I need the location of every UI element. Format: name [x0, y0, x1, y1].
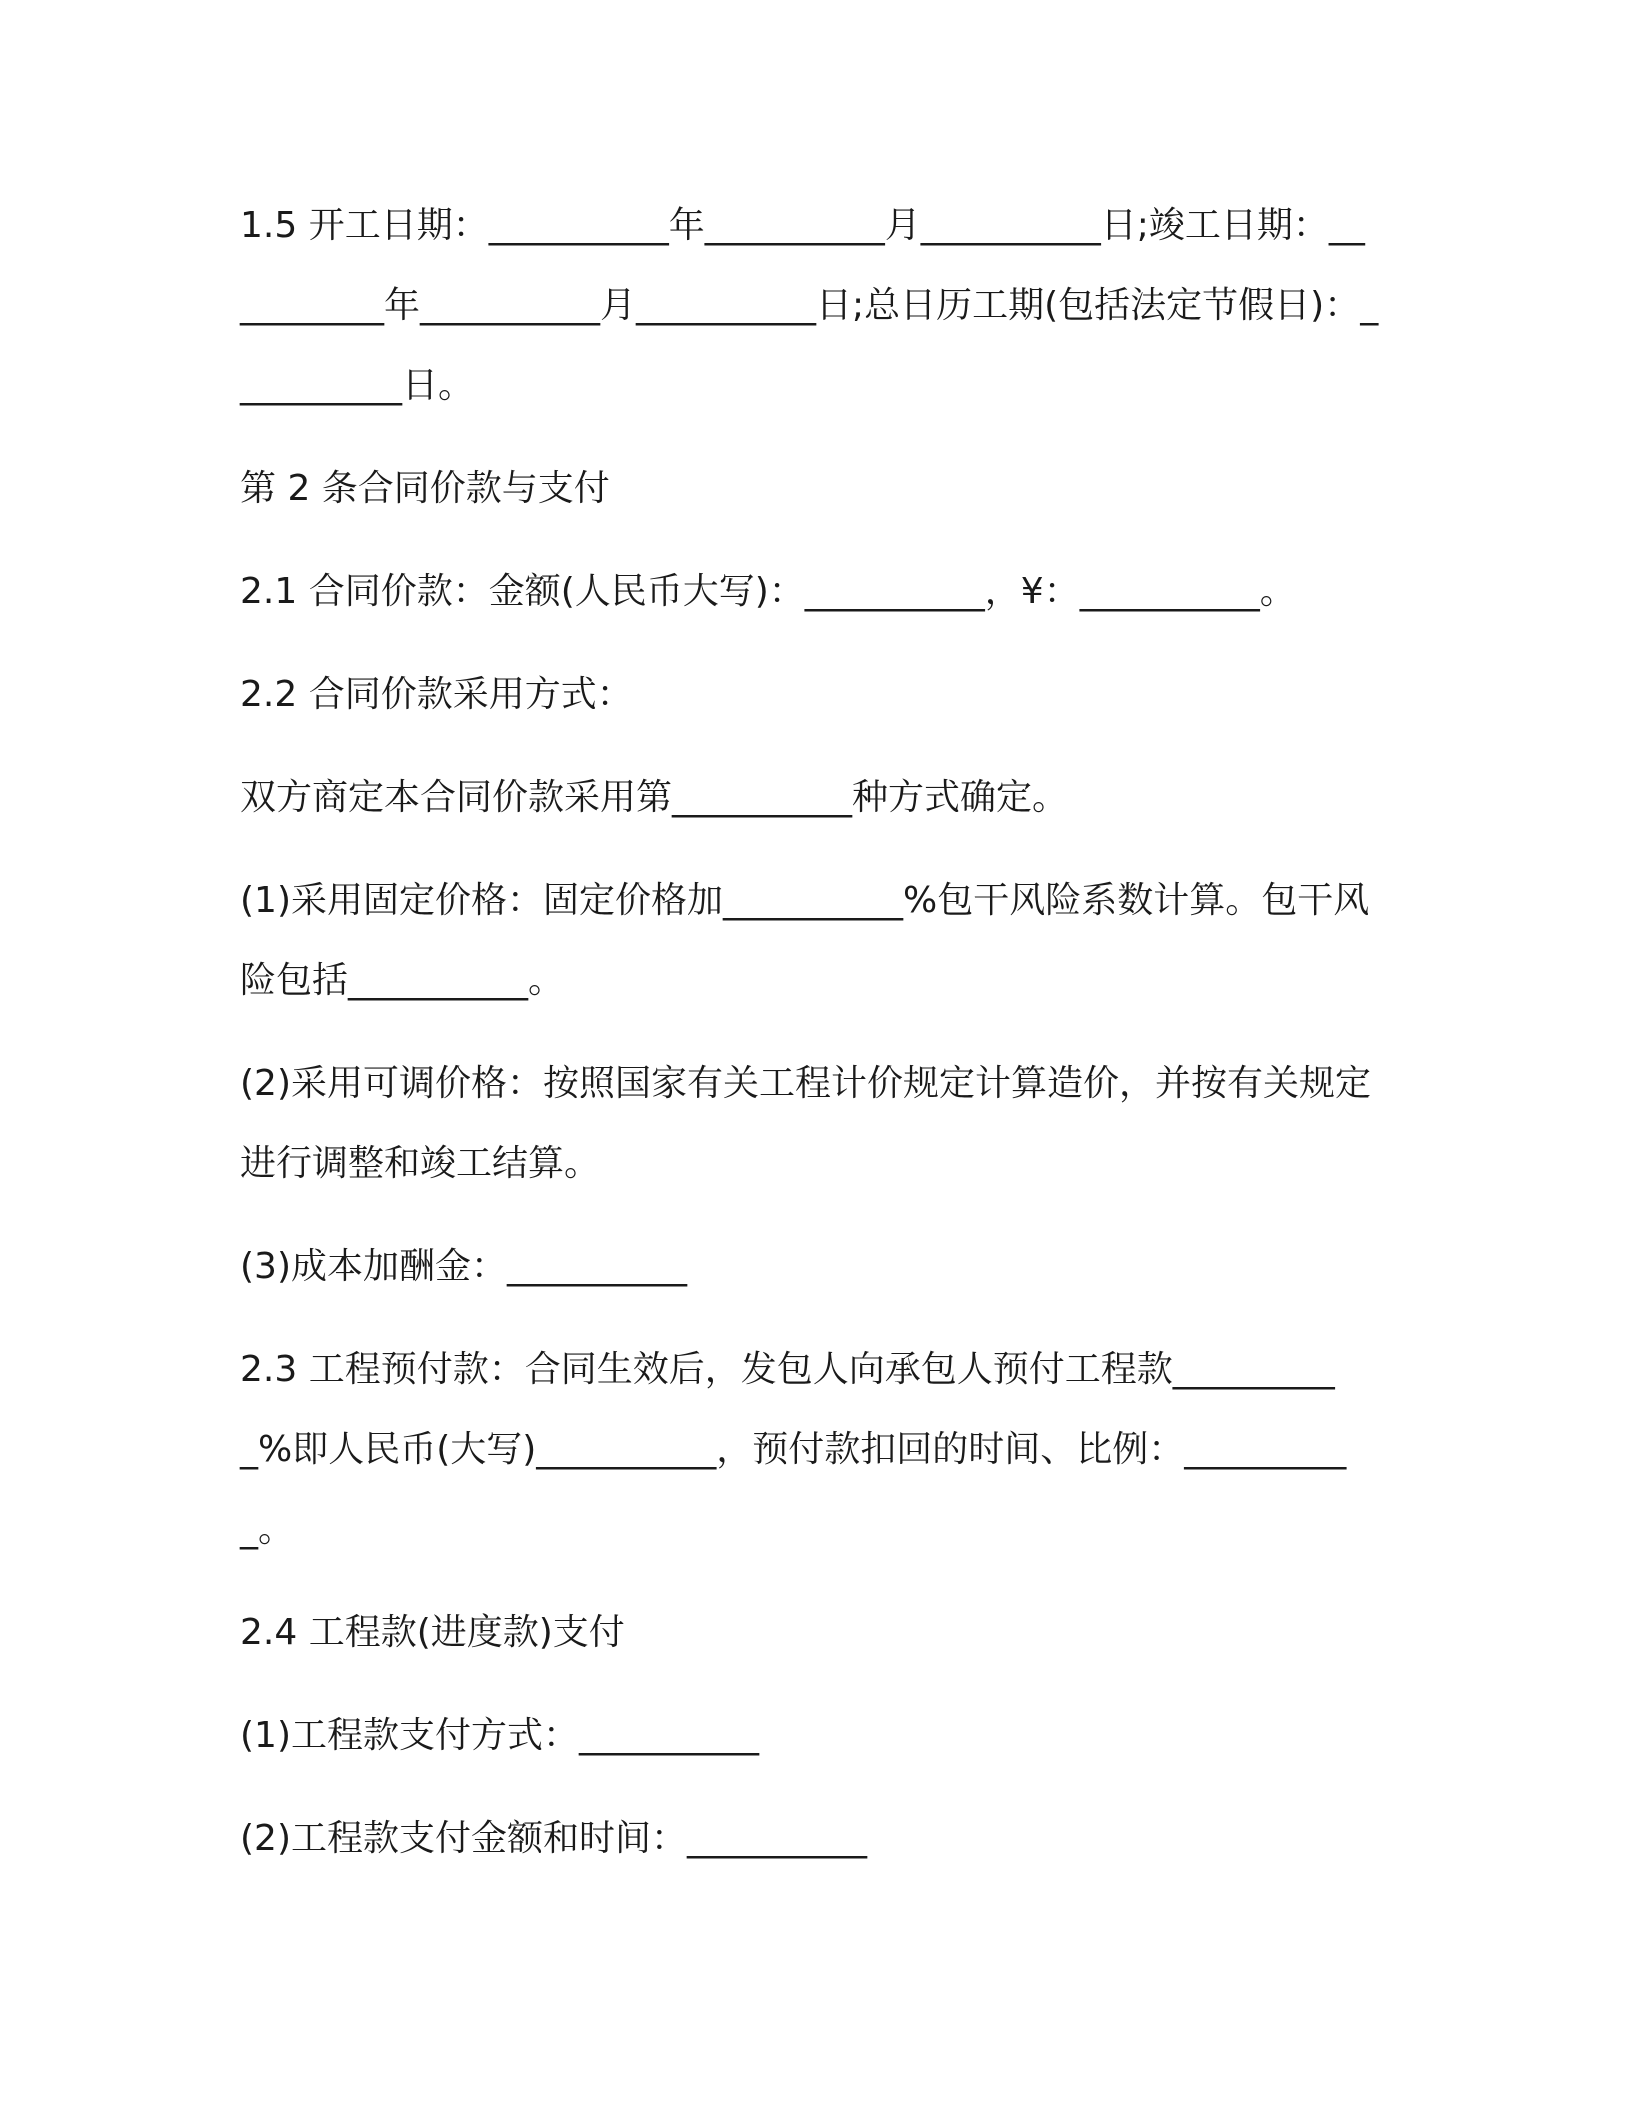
paragraph-2-2-method: 2.2 合同价款采用方式：: [240, 674, 633, 715]
paragraph-fixed-price: (1)采用固定价格：固定价格加__________%包干风险系数计算。包干风险包括__________。: [240, 880, 1370, 1001]
paragraph-payment-amount: (2)工程款支付金额和时间：__________: [240, 1818, 867, 1859]
paragraph-1-5-dates: 1.5 开工日期：__________年__________月__________日;竣工日期：__________年__________月__________日;总日历工期(包括法定节假日)：__________日。: [240, 205, 1379, 406]
paragraph-method-choice: 双方商定本合同价款采用第__________种方式确定。: [240, 777, 1069, 818]
heading-article-2: 第 2 条合同价款与支付: [240, 468, 610, 509]
paragraph-cost-plus: (3)成本加酬金：__________: [240, 1246, 687, 1287]
document-body: [240, 186, 1380, 1902]
heading-2-4-payment: 2.4 工程款(进度款)支付: [240, 1612, 625, 1653]
paragraph-adjustable-price: (2)采用可调价格：按照国家有关工程计价规定计算造价，并按有关规定进行调整和竣工结算。: [240, 1063, 1371, 1184]
paragraph-2-1-price: 2.1 合同价款：金额(人民币大写)：__________，¥：__________。: [240, 571, 1296, 612]
paragraph-payment-method: (1)工程款支付方式：__________: [240, 1715, 759, 1756]
paragraph-2-3-advance: 2.3 工程预付款：合同生效后，发包人向承包人预付工程款__________%即人民币(大写)__________，预付款扣回的时间、比例：__________。: [240, 1349, 1347, 1550]
